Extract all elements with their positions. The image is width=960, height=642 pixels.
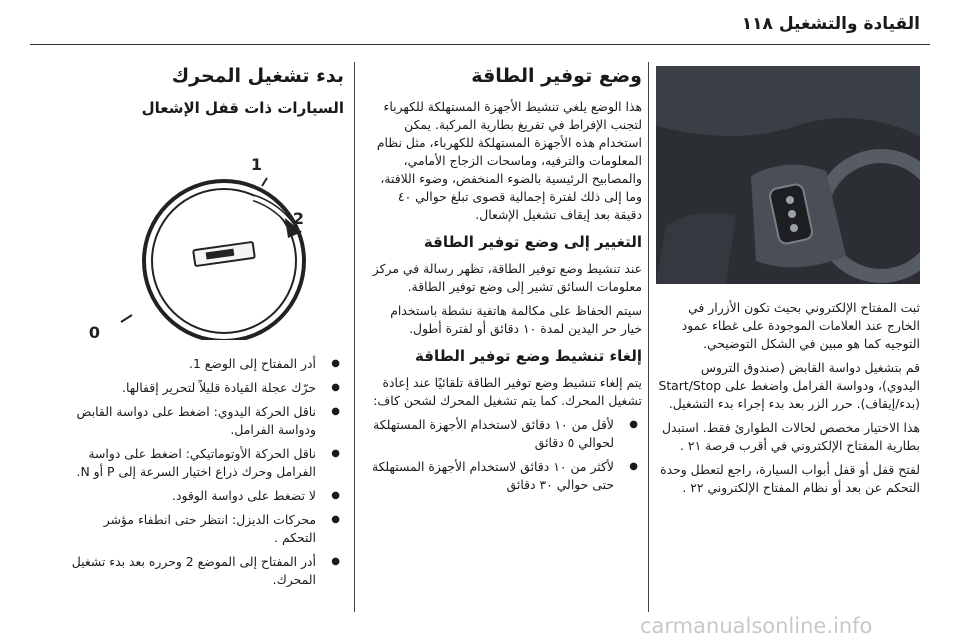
section-title-starting-engine: بدء تشغيل المحرك [171, 65, 344, 87]
list-item: ● ناقل الحركة الأوتوماتيكي: اضغط على دواسة الفرامل وحرك ذراع اختيار السرعة إلى P أو N. [66, 445, 344, 481]
list-item: ● لأقل من ١٠ دقائق لاستخدام الأجهزة المستهلكة لحوالي ٥ دقائق [366, 416, 642, 452]
section-title-power-saving: وضع توفير الطاقة [471, 65, 642, 87]
phone-call-paragraph: سيتم الحفاظ على مكالمة هاتفية نشطة باستخدام خيار حر اليدين لمدة ١٠ دقائق أو لفترة أطول. [390, 303, 642, 336]
position-2-label: 2 [292, 209, 304, 228]
header-rule [30, 44, 930, 45]
emergency-paragraph: هذا الاختيار مخصص لحالات الطوارئ فقط. استبدل بطارية المفتاح الإلكتروني في أقرب فرصة ٢١ . [662, 420, 920, 453]
position-0-tick [121, 315, 132, 322]
subsection-title-enter-power-saving: التغيير إلى وضع توفير الطاقة [423, 233, 642, 251]
list-item: ● حرّك عجلة القيادة قليلاً لتحرير إقفالها. [66, 379, 344, 397]
watermark: carmanualsonline.info [640, 614, 873, 638]
subsection-title-ignition-lock: السيارات ذات قفل الإشعال [141, 99, 344, 117]
page-header [0, 0, 960, 50]
key-button-icon [786, 196, 794, 204]
list-item: ● لا تضغط على دواسة الوقود. [66, 487, 344, 505]
ignition-lock-illustration [66, 126, 344, 340]
list-item: ● ناقل الحركة اليدوي: اضغط على دواسة القابض ودواسة الفرامل. [66, 403, 344, 439]
list-item: ● أدر المفتاح إلى الموضع 2 وحرره بعد بدء تشغيل المحرك. [66, 553, 344, 589]
list-item: ● أدر المفتاح إلى الوضع 1. [66, 355, 344, 373]
page-header-title: القيادة والتشغيل ١١٨ [741, 14, 920, 34]
position-1-tick [262, 178, 267, 186]
steering-column-illustration [656, 66, 920, 284]
electronic-key-section [656, 66, 920, 503]
enter-power-saving-paragraph: عند تنشيط وضع توفير الطاقة، تظهر رسالة في مركز معلومات السائق تشير إلى وضع توفير الطاقة. [372, 261, 642, 294]
power-saving-paragraph: هذا الوضع يلغي تنشيط الأجهزة المستهلكة للكهرباء لتجنب الإفراط في تفريغ بطارية المركبة. يمكن استخدام هذه الأجهزة المستهلكة للكهرباء، مثل نظام المعلومات والترفيه، وماسحات الزجاج الأمامي، والمصابيح الرئيسية بالضوء المنخفض، وضوء اللافتة، وما إلى ذلك لفترة إجمالية قصوى تبلغ حوالي ٤٠ دقيقة بعد إيقاف تشغيل الإشعال. [376, 99, 642, 222]
ignition-lock-figure [66, 126, 344, 345]
charge-durations-list [366, 416, 642, 494]
power-saving-section [366, 58, 642, 500]
position-1-label: 1 [250, 155, 262, 174]
key-position-paragraph: ثبت المفتاح الإلكتروني بحيث تكون الأزرار في الخارج عند العلامات الموجودة على غطاء عمود التوجيه كما هو مبين في الشكل التوضيحي. [681, 300, 920, 351]
list-item: ● لأكثر من ١٠ دقائق لاستخدام الأجهزة المستهلكة حتى حوالي ٣٠ دقائق [366, 458, 642, 494]
door-lock-paragraph: لفتح قفل أو قفل أبواب السيارة، راجع لتعطل وحدة التحكم عن بعد أو نظام المفتاح الإلكتروني ٢٢ . [660, 462, 920, 495]
exit-power-saving-paragraph: يتم إلغاء تنشيط وضع توفير الطاقة تلقائيًا عند إعادة تشغيل المحرك. كما يتم تشغيل المحرك لشحن كاف: [373, 375, 642, 408]
starting-engine-section [66, 58, 344, 595]
list-item: ● محركات الديزل: انتظر حتى انطفاء مؤشر التحكم . [66, 511, 344, 547]
subsection-title-exit-power-saving: إلغاء تنشيط وضع توفير الطاقة [415, 347, 642, 365]
position-0-label: 0 [88, 323, 100, 340]
key-button-icon [790, 224, 798, 232]
key-button-icon [788, 210, 796, 218]
column-divider-left [354, 62, 355, 612]
column-divider-right [648, 62, 649, 612]
start-stop-paragraph: قم بتشغيل دواسة القابض (صندوق التروس اليدوي)، ودواسة الفرامل واضغط على Start/Stop (بدء/إيقاف). حرر الزر بعد بدء إجراء بدء التشغيل. [658, 360, 920, 411]
starting-steps-list [66, 355, 344, 589]
steering-column-photo [656, 66, 920, 289]
